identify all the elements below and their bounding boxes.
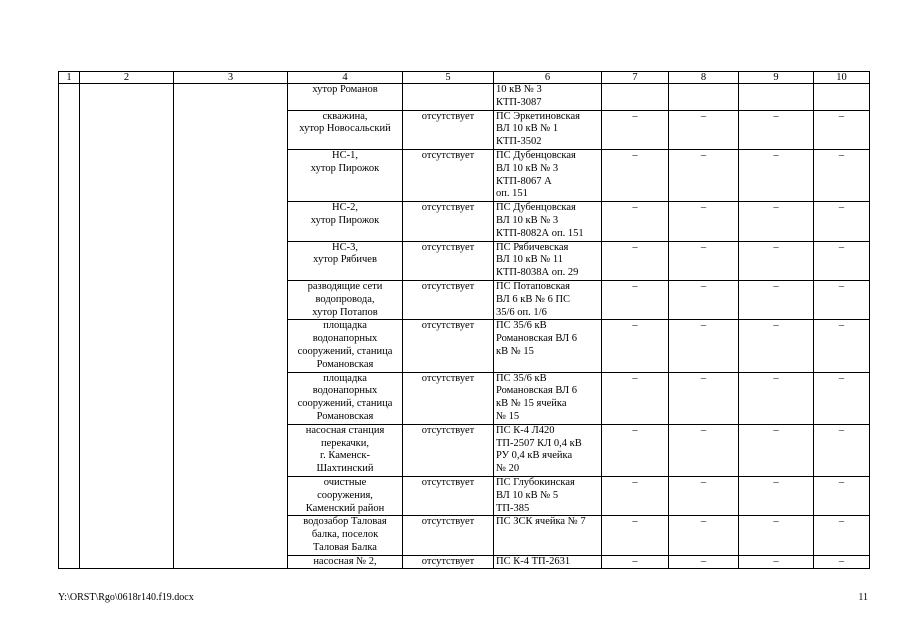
object-name-line: Романовская [316,410,374,422]
value-cell: – [814,320,870,372]
value-cell: – [739,424,814,476]
object-name-line: НС-1, [332,149,358,161]
object-name-line: водонапорных [312,333,378,345]
value-cell: – [739,110,814,149]
object-name-line: сооружений, станица [297,398,393,410]
object-name-line: насосная № 2, [313,555,377,567]
object-name-cell [288,202,403,241]
object-name-line: сооружения, [317,489,373,501]
object-name-line: площадка [323,372,367,384]
value-cell [602,84,669,111]
object-name-line: сооружений, станица [297,345,393,357]
power-source-cell [494,320,602,372]
value-cell: – [669,280,739,319]
status-cell: отсутствует [403,516,494,555]
object-name-line: г. Каменск- [319,450,371,462]
object-name-line: Шахтинский [316,463,374,475]
object-name-cell [288,149,403,201]
header-row [59,72,870,84]
column-header: 1 [59,72,80,84]
power-source-line: № 15 [496,410,520,422]
value-cell: – [602,149,669,201]
object-name-cell [288,110,403,149]
object-name-line: скважина, [322,110,368,122]
power-source-cell [494,202,602,241]
status-cell: отсутствует [403,424,494,476]
object-name-cell [288,424,403,476]
value-cell: – [602,555,669,569]
value-cell: – [739,320,814,372]
value-cell: – [669,555,739,569]
power-source-line: кВ № 15 [496,345,534,357]
power-source-line: ВЛ 10 кВ № 5 [496,489,559,501]
table-row [59,84,870,111]
power-source-line: кВ № 15 ячейка [496,398,567,410]
value-cell [739,84,814,111]
object-name-line: хутор Потапов [312,306,378,318]
value-cell: – [814,241,870,280]
power-source-line: Романовская ВЛ 6 [496,333,577,345]
value-cell: – [602,516,669,555]
power-source-line: КТП-8067 А [496,175,552,187]
value-cell: – [602,202,669,241]
value-cell: – [739,149,814,201]
status-cell: отсутствует [403,320,494,372]
status-cell: отсутствует [403,280,494,319]
power-source-line: ПС Рябичевская [496,241,569,253]
col3-cell [174,84,288,569]
value-cell: – [602,280,669,319]
value-cell: – [602,372,669,424]
value-cell: – [739,241,814,280]
power-source-line: КТП-8038А оп. 29 [496,267,579,279]
value-cell: – [602,110,669,149]
status-cell: отсутствует [403,110,494,149]
power-source-line: ВЛ 10 кВ № 11 [496,254,563,266]
object-name-line: Таловая Балка [313,541,377,553]
power-source-line: 35/6 оп. 1/6 [496,306,547,318]
power-source-line: КТП-3502 [496,136,542,148]
value-cell: – [739,202,814,241]
object-name-cell [288,555,403,569]
object-name-line: хутор Пирожок [310,214,380,226]
object-name-cell [288,516,403,555]
value-cell [814,84,870,111]
object-name-line: хутор Романов [312,84,378,95]
object-name-line: водонапорных [312,385,378,397]
power-source-cell [494,110,602,149]
power-source-line: ВЛ 10 кВ № 1 [496,123,559,135]
value-cell: – [814,516,870,555]
value-cell: – [669,516,739,555]
table-body [59,84,870,569]
value-cell: – [602,424,669,476]
value-cell: – [669,110,739,149]
object-name-line: Романовская [316,358,374,370]
value-cell: – [739,372,814,424]
column-header: 5 [403,72,494,84]
object-name-line: насосная станция [305,424,385,436]
value-cell: – [602,241,669,280]
object-name-cell [288,372,403,424]
power-source-line: № 20 [496,463,520,475]
object-name-line: хутор Новосальский [299,123,391,135]
power-source-line: ПС 35/6 кВ [496,320,547,332]
power-source-cell [494,424,602,476]
value-cell: – [814,476,870,515]
power-source-line: ПС Дубенцовская [496,149,576,161]
power-source-line: ТП-385 [496,502,530,514]
column-header: 3 [174,72,288,84]
power-source-line: ПС Эркетиновская [496,110,580,122]
object-name-cell [288,476,403,515]
status-cell: отсутствует [403,241,494,280]
col2-cell [80,84,174,569]
object-name-line: перекачки, [321,437,369,449]
object-name-line: водопровода, [315,293,375,305]
status-cell [403,84,494,111]
power-source-line: оп. 151 [496,188,528,200]
power-source-line: ВЛ 10 кВ № 3 [496,162,559,174]
value-cell: – [602,476,669,515]
value-cell: – [669,241,739,280]
column-header: 6 [494,72,602,84]
status-cell: отсутствует [403,202,494,241]
object-name-cell [288,320,403,372]
value-cell: – [739,280,814,319]
value-cell: – [739,516,814,555]
status-cell: отсутствует [403,149,494,201]
page-number: 11 [858,592,868,603]
object-name-line: площадка [323,320,367,332]
power-source-line: ВЛ 6 кВ № 6 ПС [496,293,571,305]
power-source-cell [494,516,602,555]
power-source-line: ПС Дубенцовская [496,202,576,214]
power-source-cell [494,149,602,201]
footer-file-path: Y:\ORST\Rgo\0618r140.f19.docx [58,592,194,603]
object-name-line: НС-3, [332,241,358,253]
column-header: 10 [814,72,870,84]
power-source-line: ВЛ 10 кВ № 3 [496,214,559,226]
data-table [58,71,870,569]
power-source-cell [494,555,602,569]
value-cell: – [669,424,739,476]
power-source-line: ПС ЗСК ячейка № 7 [496,516,586,528]
object-name-line: хутор Рябичев [313,254,377,266]
power-source-line: КТП-3087 [496,96,542,108]
power-source-cell [494,372,602,424]
object-name-line: водозабор Таловая [303,516,387,528]
value-cell [669,84,739,111]
power-source-line: КТП-8082А оп. 151 [496,227,584,239]
value-cell: – [669,372,739,424]
power-source-line: Романовская ВЛ 6 [496,385,577,397]
value-cell: – [669,476,739,515]
power-source-cell [494,84,602,111]
column-header: 7 [602,72,669,84]
object-name-line: НС-2, [332,202,358,214]
status-cell: отсутствует [403,372,494,424]
value-cell: – [814,149,870,201]
status-cell: отсутствует [403,555,494,569]
value-cell: – [669,320,739,372]
power-source-cell [494,280,602,319]
power-source-line: ТП-2507 КЛ 0,4 кВ [496,437,582,449]
power-source-line: ПС К-4 ТП-2631 [496,555,571,567]
value-cell: – [669,202,739,241]
value-cell: – [739,555,814,569]
object-name-line: балка, поселок [311,529,379,541]
col1-cell [59,84,80,569]
power-source-line: ПС Глубокинская [496,476,575,488]
column-header: 8 [669,72,739,84]
value-cell: – [602,320,669,372]
object-name-line: хутор Пирожок [310,162,380,174]
value-cell: – [814,280,870,319]
power-source-line: ПС 35/6 кВ [496,372,547,384]
power-source-line: ПС Потаповская [496,280,571,292]
value-cell: – [814,424,870,476]
power-source-line: РУ 0,4 кВ ячейка [496,450,573,462]
power-source-line: ПС К-4 Л420 [496,424,555,436]
value-cell: – [739,476,814,515]
value-cell: – [669,149,739,201]
value-cell: – [814,110,870,149]
value-cell: – [814,372,870,424]
status-cell: отсутствует [403,476,494,515]
column-header: 4 [288,72,403,84]
column-header: 9 [739,72,814,84]
object-name-cell [288,84,403,111]
power-source-line: 10 кВ № 3 [496,84,542,95]
object-name-cell [288,280,403,319]
object-name-line: разводящие сети [307,280,383,292]
object-name-line: очистные [323,476,367,488]
object-name-cell [288,241,403,280]
column-header: 2 [80,72,174,84]
value-cell: – [814,555,870,569]
object-name-line: Каменский район [305,502,385,514]
power-source-cell [494,241,602,280]
power-source-cell [494,476,602,515]
value-cell: – [814,202,870,241]
